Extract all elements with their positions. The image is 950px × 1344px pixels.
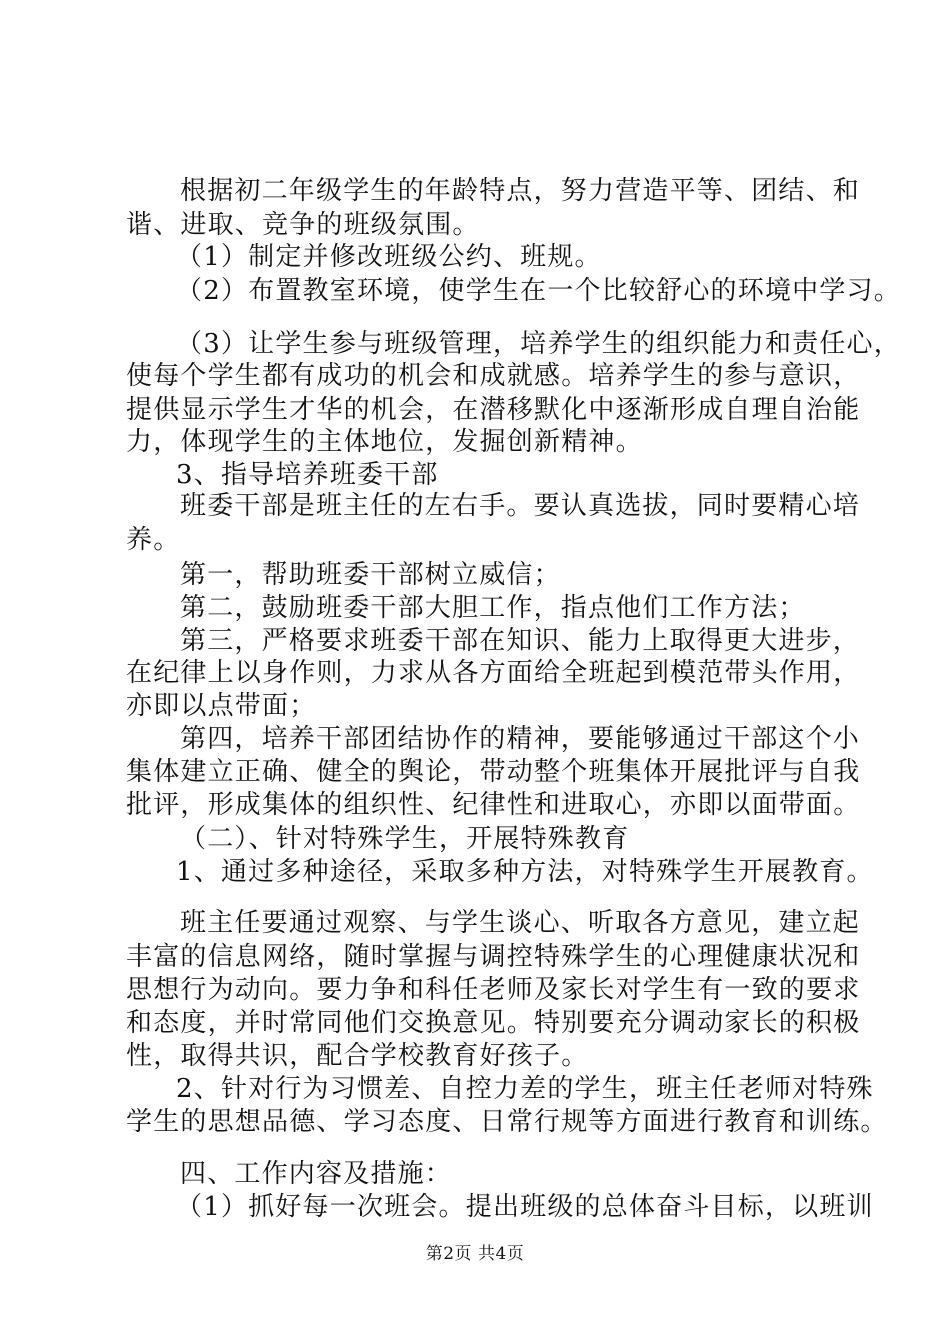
text-line: 谐、进取、竞争的班级氛围。	[126, 210, 480, 240]
page-footer: 第2页 共4页	[425, 1244, 525, 1264]
section-heading: （二）、针对特殊学生，开展特殊教育	[180, 824, 630, 854]
text-line: 提供显示学生才华的机会，在潜移默化中逐渐形成自理自治能	[126, 395, 861, 425]
text-line: 在纪律上以身作则，力求从各方面给全班起到模范带头作用，	[126, 658, 861, 688]
text-line: 班主任要通过观察、与学生谈心、听取各方意见，建立起	[180, 908, 861, 938]
text-line: （1）抓好每一次班会。提出班级的总体奋斗目标，以班训	[176, 1192, 874, 1222]
text-line: 力，体现学生的主体地位，发掘创新精神。	[126, 427, 643, 457]
text-line: 1、通过多种途径，采取多种方法，对特殊学生开展教育。	[176, 857, 874, 887]
text-line: （3）让学生参与班级管理，培养学生的组织能力和责任心，	[176, 329, 901, 359]
text-line: 批评，形成集体的组织性、纪律性和进取心，亦即以面带面。	[126, 790, 861, 820]
text-line: 使每个学生都有成功的机会和成就感。培养学生的参与意识，	[126, 361, 861, 391]
text-line: 性，取得共识，配合学校教育好孩子。	[126, 1041, 589, 1071]
section-heading: 3、指导培养班委干部	[176, 460, 439, 490]
section-heading: 四、工作内容及措施：	[180, 1159, 453, 1189]
text-line: 思想行为动向。要力争和科任老师及家长对学生有一致的要求	[126, 975, 861, 1005]
text-line: 第一，帮助班委干部树立威信；	[180, 560, 561, 590]
text-line: 养。	[126, 525, 181, 555]
text-line: 班委干部是班主任的左右手。要认真选拔，同时要精心培	[180, 491, 861, 521]
text-line: 第四，培养干部团结协作的精神，要能够通过干部这个小	[180, 724, 861, 754]
text-line: 集体建立正确、健全的舆论，带动整个班集体开展批评与自我	[126, 757, 861, 787]
text-line: 2、针对行为习惯差、自控力差的学生，班主任老师对特殊	[176, 1074, 874, 1104]
text-line: 丰富的信息网络，随时掌握与调控特殊学生的心理健康状况和	[126, 942, 861, 972]
text-line: 亦即以点带面；	[126, 691, 317, 721]
text-line: （1）制定并修改班级公约、班规。	[176, 242, 602, 272]
text-line: 第二，鼓励班委干部大胆工作，指点他们工作方法；	[180, 593, 806, 623]
text-line: 第三，严格要求班委干部在知识、能力上取得更大进步，	[180, 626, 861, 656]
text-line: 根据初二年级学生的年龄特点，努力营造平等、团结、和	[180, 176, 861, 206]
text-line: 学生的思想品德、学习态度、日常行规等方面进行教育和训练。	[126, 1107, 888, 1137]
text-line: 和态度，并时常同他们交换意见。特别要充分调动家长的积极	[126, 1008, 861, 1038]
text-line: （2）布置教室环境，使学生在一个比较舒心的环境中学习。	[176, 276, 901, 306]
